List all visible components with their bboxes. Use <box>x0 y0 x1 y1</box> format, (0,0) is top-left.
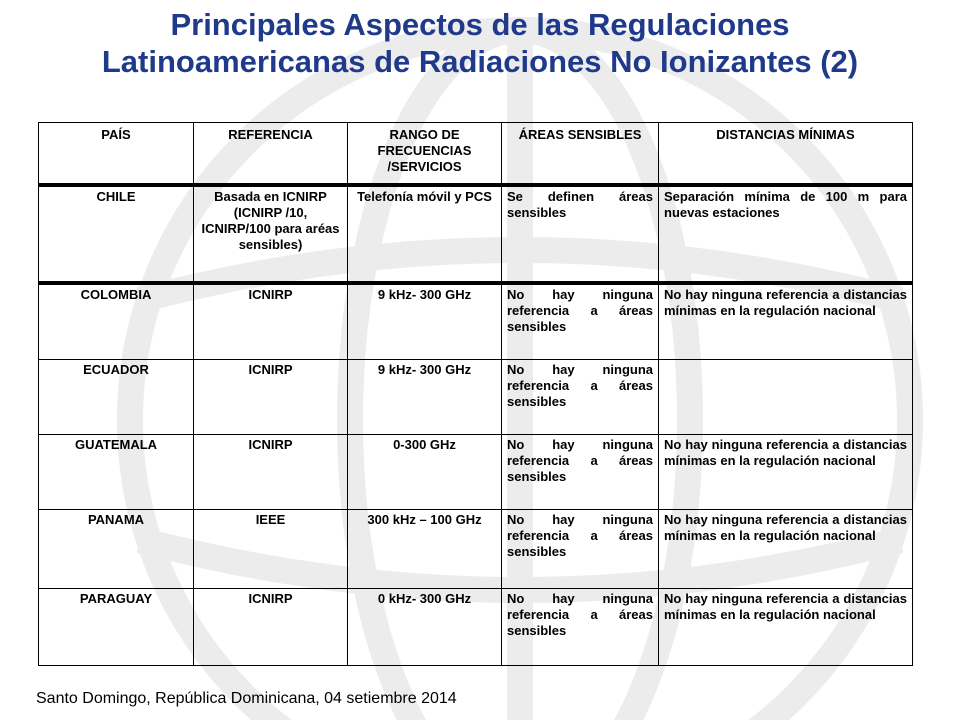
table-header-row <box>39 123 913 186</box>
table-row <box>39 360 913 435</box>
table-row <box>39 435 913 510</box>
cell-rango: 0-300 GHz <box>348 435 502 510</box>
cell-distancias: Separación mínima de 100 m para nuevas estaciones <box>659 185 913 283</box>
cell-pais: CHILE <box>39 185 194 283</box>
cell-areas: No hay ninguna referencia a áreas sensibles <box>502 360 659 435</box>
cell-rango: 0 kHz- 300 GHz <box>348 589 502 666</box>
table-row <box>39 283 913 360</box>
title-line-1: Principales Aspectos de las Regulaciones <box>170 7 790 42</box>
cell-referencia: IEEE <box>194 510 348 589</box>
cell-referencia: ICNIRP <box>194 435 348 510</box>
cell-rango: 9 kHz- 300 GHz <box>348 360 502 435</box>
cell-pais: COLOMBIA <box>39 283 194 360</box>
header-pais: PAÍS <box>39 123 194 186</box>
table-row <box>39 185 913 283</box>
page-title <box>0 6 960 80</box>
cell-distancias: No hay ninguna referencia a distancias mínimas en la regulación nacional <box>659 510 913 589</box>
cell-distancias <box>659 360 913 435</box>
cell-distancias: No hay ninguna referencia a distancias mínimas en la regulación nacional <box>659 435 913 510</box>
header-areas: ÁREAS SENSIBLES <box>502 123 659 186</box>
table-row <box>39 589 913 666</box>
cell-rango: 9 kHz- 300 GHz <box>348 283 502 360</box>
cell-distancias: No hay ninguna referencia a distancias mínimas en la regulación nacional <box>659 589 913 666</box>
title-line-2: Latinoamericanas de Radiaciones No Ionizantes (2) <box>101 44 859 79</box>
cell-areas: No hay ninguna referencia a áreas sensibles <box>502 283 659 360</box>
header-distancias: DISTANCIAS MÍNIMAS <box>659 123 913 186</box>
cell-pais: ECUADOR <box>39 360 194 435</box>
cell-areas: No hay ninguna referencia a áreas sensibles <box>502 510 659 589</box>
cell-referencia: Basada en ICNIRP (ICNIRP /10, ICNIRP/100 para aréas sensibles) <box>194 185 348 283</box>
cell-areas: No hay ninguna referencia a áreas sensibles <box>502 589 659 666</box>
cell-pais: PARAGUAY <box>39 589 194 666</box>
header-rango: RANGO DE FRECUENCIAS /SERVICIOS <box>348 123 502 186</box>
header-referencia: REFERENCIA <box>194 123 348 186</box>
cell-rango: 300 kHz – 100 GHz <box>348 510 502 589</box>
footer-location-date: Santo Domingo, República Dominicana, 04 setiembre 2014 <box>36 690 457 707</box>
cell-areas: No hay ninguna referencia a áreas sensibles <box>502 435 659 510</box>
cell-referencia: ICNIRP <box>194 589 348 666</box>
cell-distancias: No hay ninguna referencia a distancias mínimas en la regulación nacional <box>659 283 913 360</box>
table-row <box>39 510 913 589</box>
cell-referencia: ICNIRP <box>194 360 348 435</box>
regulations-table <box>38 122 913 666</box>
cell-areas: Se definen áreas sensibles <box>502 185 659 283</box>
cell-rango: Telefonía móvil y PCS <box>348 185 502 283</box>
cell-referencia: ICNIRP <box>194 283 348 360</box>
cell-pais: GUATEMALA <box>39 435 194 510</box>
cell-pais: PANAMA <box>39 510 194 589</box>
